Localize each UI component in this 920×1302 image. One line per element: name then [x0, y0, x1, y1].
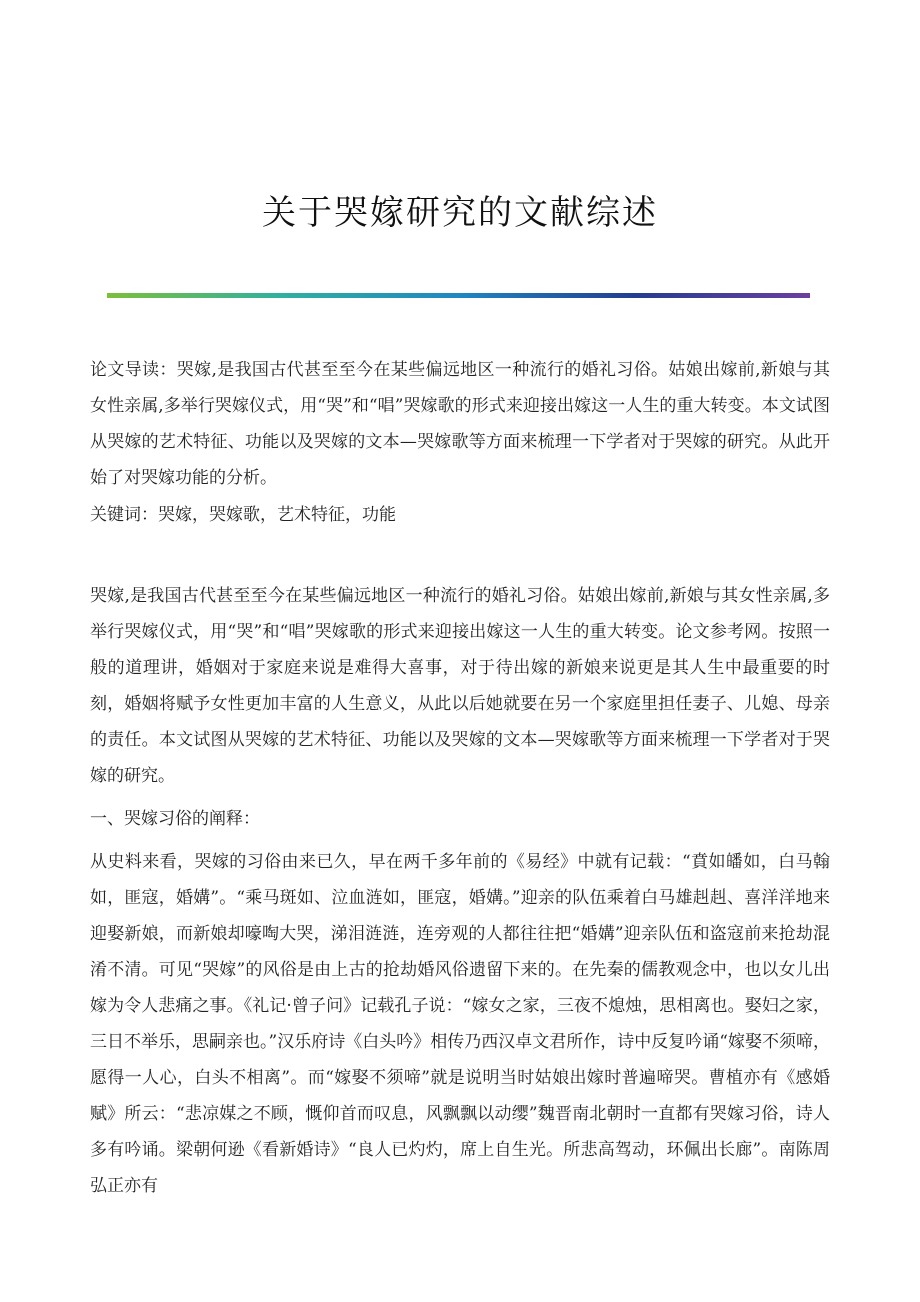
- title-divider: [107, 293, 810, 298]
- keywords-line: 关键词：哭嫁，哭嫁歌，艺术特征，功能: [90, 505, 396, 525]
- document-title: 关于哭嫁研究的文献综述: [262, 193, 658, 233]
- main-body: [90, 578, 830, 1204]
- section-heading: 一、哭嫁习俗的阐释：: [90, 809, 260, 829]
- section-paragraph: 从史料来看，哭嫁的习俗由来已久，早在两千多年前的《易经》中就有记载：“賁如皤如，白马翰如，匪寇，婚媾”。“乘马斑如、泣血涟如，匪寇，婚媾。”迎亲的队伍乘着白马雄赳赳、喜洋洋地来迎娶新娘，而新娘却嚎啕大哭，涕泪涟涟，连旁观的人都往往把“婚媾”迎亲队伍和盗寇前来抢劫混淆不清。可见“哭嫁”的风俗是由上古的抢劫婚风俗遗留下来的。在先秦的儒教观念中，也以女儿出嫁为令人悲痛之事。《礼记·曾子问》记载孔子说：“嫁女之家，三夜不熄烛，思相离也。娶妇之家，三日不举乐，思嗣亲也。”汉乐府诗《白头吟》相传乃西汉卓文君所作，诗中反复吟诵“嫁娶不须啼，愿得一人心，白头不相离”。而“嫁娶不须啼”就是说明当时姑娘出嫁时普遍啼哭。曹植亦有《感婚赋》所云：“悲凉媒之不顾，慨仰首而叹息，风飘飘以动缨”魏晋南北朝时一直都有哭嫁习俗，诗人多有吟诵。梁朝何逊《看新婚诗》“良人已灼灼，席上自生光。所悲高驾动，环佩出长廊”。南陈周弘正亦有: [90, 852, 830, 1196]
- intro-paragraph: 哭嫁,是我国古代甚至至今在某些偏远地区一种流行的婚礼习俗。姑娘出嫁前,新娘与其女性亲属,多举行哭嫁仪式，用“哭”和“唱”哭嫁歌的形式来迎接出嫁这一人生的重大转变。论文参考网。按照一般的道理讲，婚姻对于家庭来说是难得大喜事，对于待出嫁的新娘来说更是其人生中最重要的时刻，婚姻将赋予女性更加丰富的人生意义，从此以后她就要在另一个家庭里担任妻子、儿媳、母亲的责任。本文试图从哭嫁的艺术特征、功能以及哭嫁的文本—哭嫁歌等方面来梳理一下学者对于哭嫁的研究。: [90, 586, 830, 786]
- abstract-paragraph: 论文导读：哭嫁,是我国古代甚至至今在某些偏远地区一种流行的婚礼习俗。姑娘出嫁前,新娘与其女性亲属,多举行哭嫁仪式，用“哭”和“唱”哭嫁歌的形式来迎接出嫁这一人生的重大转变。本文试图从哭嫁的艺术特征、功能以及哭嫁的文本—哭嫁歌等方面来梳理一下学者对于哭嫁的研究。从此开始了对哭嫁功能的分析。: [90, 360, 830, 488]
